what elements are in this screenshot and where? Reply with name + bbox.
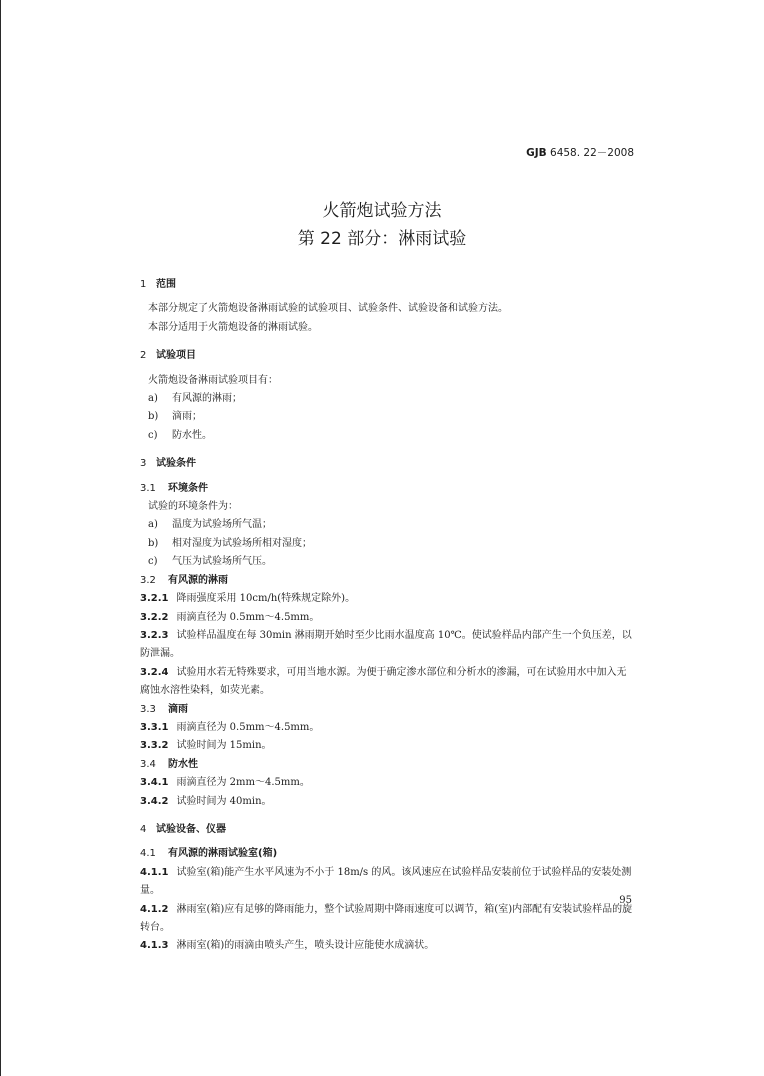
page-left-border [0, 0, 1, 1076]
section-2-heading: 2 试验项目 [140, 350, 196, 362]
section-1-heading: 1 范围 [140, 279, 176, 290]
list-item: c) 气压为试验场所气压。 [148, 556, 272, 568]
clause-3-2-1: 3.2.1 降雨强度采用 10cm/h(特殊规定除外)。 [140, 593, 356, 605]
list-item: a) 温度为试验场所气温； [148, 519, 272, 531]
list-item: c) 防水性。 [148, 429, 212, 441]
list-item: a) 有风源的淋雨； [148, 393, 242, 405]
subsection-3-1-heading: 3.1 环境条件 [140, 482, 208, 494]
clause-3-2-3: 3.2.3 试验样品温度在每 30min 淋雨期开始时至少比雨水温度高 10℃。使试验样品内部产生一个负压差，以防泄漏。 [140, 629, 632, 660]
standard-number [526, 145, 634, 160]
clause-4-1-2: 4.1.2 淋雨室(箱)应有足够的降雨能力，整个试验周期中降雨速度可以调节，箱(室)内部配有安装试验样品的旋转台。 [140, 903, 633, 933]
section-3-heading: 3 试验条件 [140, 458, 196, 470]
clause-3-2-4: 3.2.4 试验用水若无特殊要求，可用当地水源。为便于确定渗水部位和分析水的渗漏，可在试验用水中加入无腐蚀水溶性染料，如荧光素。 [140, 666, 627, 697]
paragraph: 本部分适用于火箭炮设备的淋雨试验。 [148, 321, 318, 333]
subsection-3-2-heading: 3.2 有风源的淋雨 [140, 574, 228, 586]
list-item: b) 相对湿度为试验场所相对湿度； [148, 537, 312, 549]
clause-4-1-1: 4.1.1 试验室(箱)能产生水平风速为不小于 18m/s 的风。该风速应在试验样品安装前位于试验样品的安装处测量。 [140, 866, 632, 897]
section-4-heading: 4 试验设备、仪器 [140, 823, 226, 835]
document-title: 火箭炮试验方法 [322, 201, 442, 221]
paragraph: 火箭炮设备淋雨试验项目有： [148, 374, 278, 386]
document-body [140, 272, 636, 956]
clause-3-2-2: 3.2.2 雨滴直径为 0.5mm～4.5mm。 [140, 611, 320, 623]
clause-3-3-1: 3.3.1 雨滴直径为 0.5mm～4.5mm。 [140, 721, 320, 733]
page-number: 95 [619, 895, 632, 906]
clause-3-3-2: 3.3.2 试验时间为 15min。 [140, 740, 272, 752]
clause-3-4-2: 3.4.2 试验时间为 40min。 [140, 795, 272, 807]
standard-prefix: GJB [526, 147, 547, 159]
standard-code: 6458. 22－2008 [550, 147, 634, 159]
subsection-4-1-heading: 4.1 有风源的淋雨试验室(箱) [140, 848, 278, 860]
clause-4-1-3: 4.1.3 淋雨室(箱)的雨滴由喷头产生，喷头设计应能使水成滴状。 [140, 940, 435, 952]
document-subtitle: 第 22 部分：淋雨试验 [297, 229, 467, 249]
paragraph: 本部分规定了火箭炮设备淋雨试验的试验项目、试验条件、试验设备和试验方法。 [148, 303, 508, 315]
subsection-3-4-heading: 3.4 防水性 [140, 758, 198, 770]
clause-3-4-1: 3.4.1 雨滴直径为 2mm～4.5mm。 [140, 777, 310, 789]
paragraph: 试验的环境条件为： [148, 501, 238, 513]
subsection-3-3-heading: 3.3 滴雨 [140, 703, 188, 715]
list-item: b) 滴雨； [148, 411, 202, 423]
